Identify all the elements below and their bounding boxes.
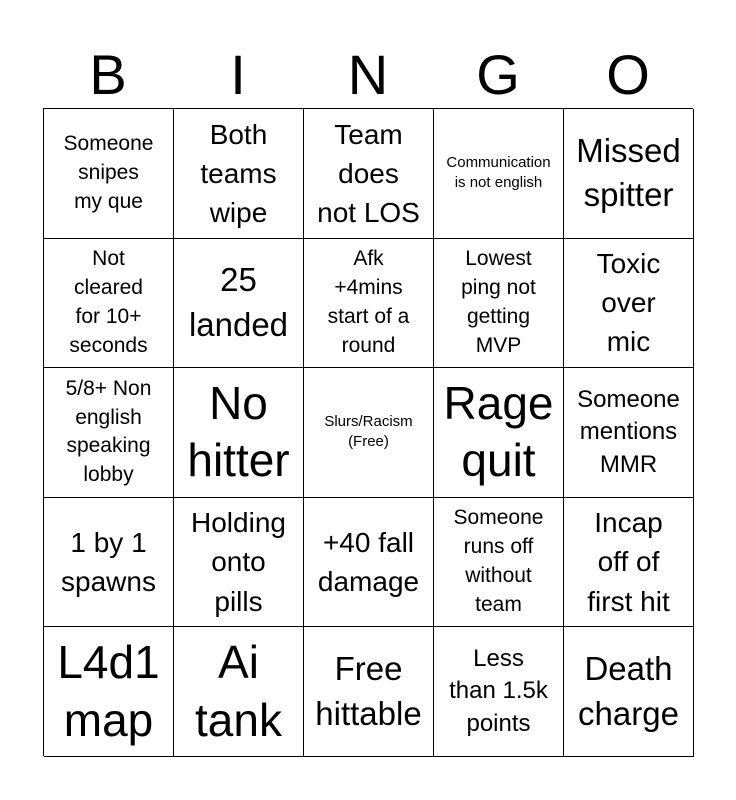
bingo-cell[interactable] (434, 368, 564, 498)
cell-text: +40 fall damage (317, 526, 420, 598)
cell-text: Death charge (578, 650, 679, 732)
bingo-board (43, 108, 693, 756)
cell-text: No hitter (187, 376, 290, 487)
bingo-cell[interactable] (564, 109, 694, 239)
bingo-cell[interactable] (434, 109, 564, 239)
cell-text: Less than 1.5k points (449, 645, 548, 737)
cell-text: L4d1 map (57, 636, 160, 746)
cell-text: Afk +4mins start of a round (327, 246, 410, 357)
header-letter-i: I (230, 43, 246, 106)
cell-text: Someone snipes my que (63, 131, 154, 213)
cell-text: 5/8+ Non english speaking lobby (65, 376, 152, 487)
bingo-cell[interactable] (174, 239, 304, 369)
bingo-cell[interactable] (44, 109, 174, 239)
cell-text: Lowest ping not getting MVP (461, 246, 536, 357)
bingo-cell[interactable] (44, 239, 174, 369)
bingo-header (43, 42, 693, 108)
cell-text: Free hittable (315, 650, 422, 732)
cell-text: Team does not LOS (317, 118, 420, 228)
cell-text: Missed spitter (576, 131, 681, 214)
bingo-cell[interactable] (434, 239, 564, 369)
bingo-cell[interactable] (304, 239, 434, 369)
bingo-cell[interactable] (44, 368, 174, 498)
header-letter-g: G (476, 43, 520, 106)
bingo-cell[interactable] (44, 498, 174, 628)
bingo-cell[interactable] (564, 627, 694, 757)
bingo-cell[interactable] (174, 498, 304, 628)
bingo-cell[interactable] (174, 627, 304, 757)
bingo-cell[interactable] (304, 627, 434, 757)
cell-text: Someone runs off without team (453, 506, 544, 617)
header-letter-n: N (347, 43, 389, 106)
cell-text: 25 landed (188, 261, 289, 343)
header-letter-b: B (89, 43, 127, 106)
bingo-cell[interactable] (564, 368, 694, 498)
bingo-cell[interactable] (304, 498, 434, 628)
bingo-cell[interactable] (564, 498, 694, 628)
bingo-cell[interactable] (434, 498, 564, 628)
bingo-cell[interactable] (434, 627, 564, 757)
bingo-cell[interactable] (44, 627, 174, 757)
cell-text: Both teams wipe (200, 118, 277, 228)
cell-text: Ai tank (195, 636, 282, 746)
bingo-cell[interactable] (174, 109, 304, 239)
cell-text: 1 by 1 spawns (61, 526, 156, 598)
cell-text: Rage quit (443, 376, 554, 487)
bingo-cell[interactable] (304, 109, 434, 239)
bingo-cell[interactable] (304, 368, 434, 498)
bingo-cell[interactable] (564, 239, 694, 369)
cell-text: Slurs/Racism (Free) (324, 413, 413, 451)
header-letter-o: O (606, 43, 650, 106)
bingo-cell[interactable] (174, 368, 304, 498)
cell-text: Not cleared for 10+ seconds (69, 246, 148, 357)
cell-text: Holding onto pills (191, 507, 286, 617)
cell-text: Communication is not english (446, 154, 551, 192)
cell-text: Someone mentions MMR (577, 385, 680, 478)
cell-text: Incap off of first hit (587, 507, 670, 617)
cell-text: Toxic over mic (596, 248, 661, 358)
